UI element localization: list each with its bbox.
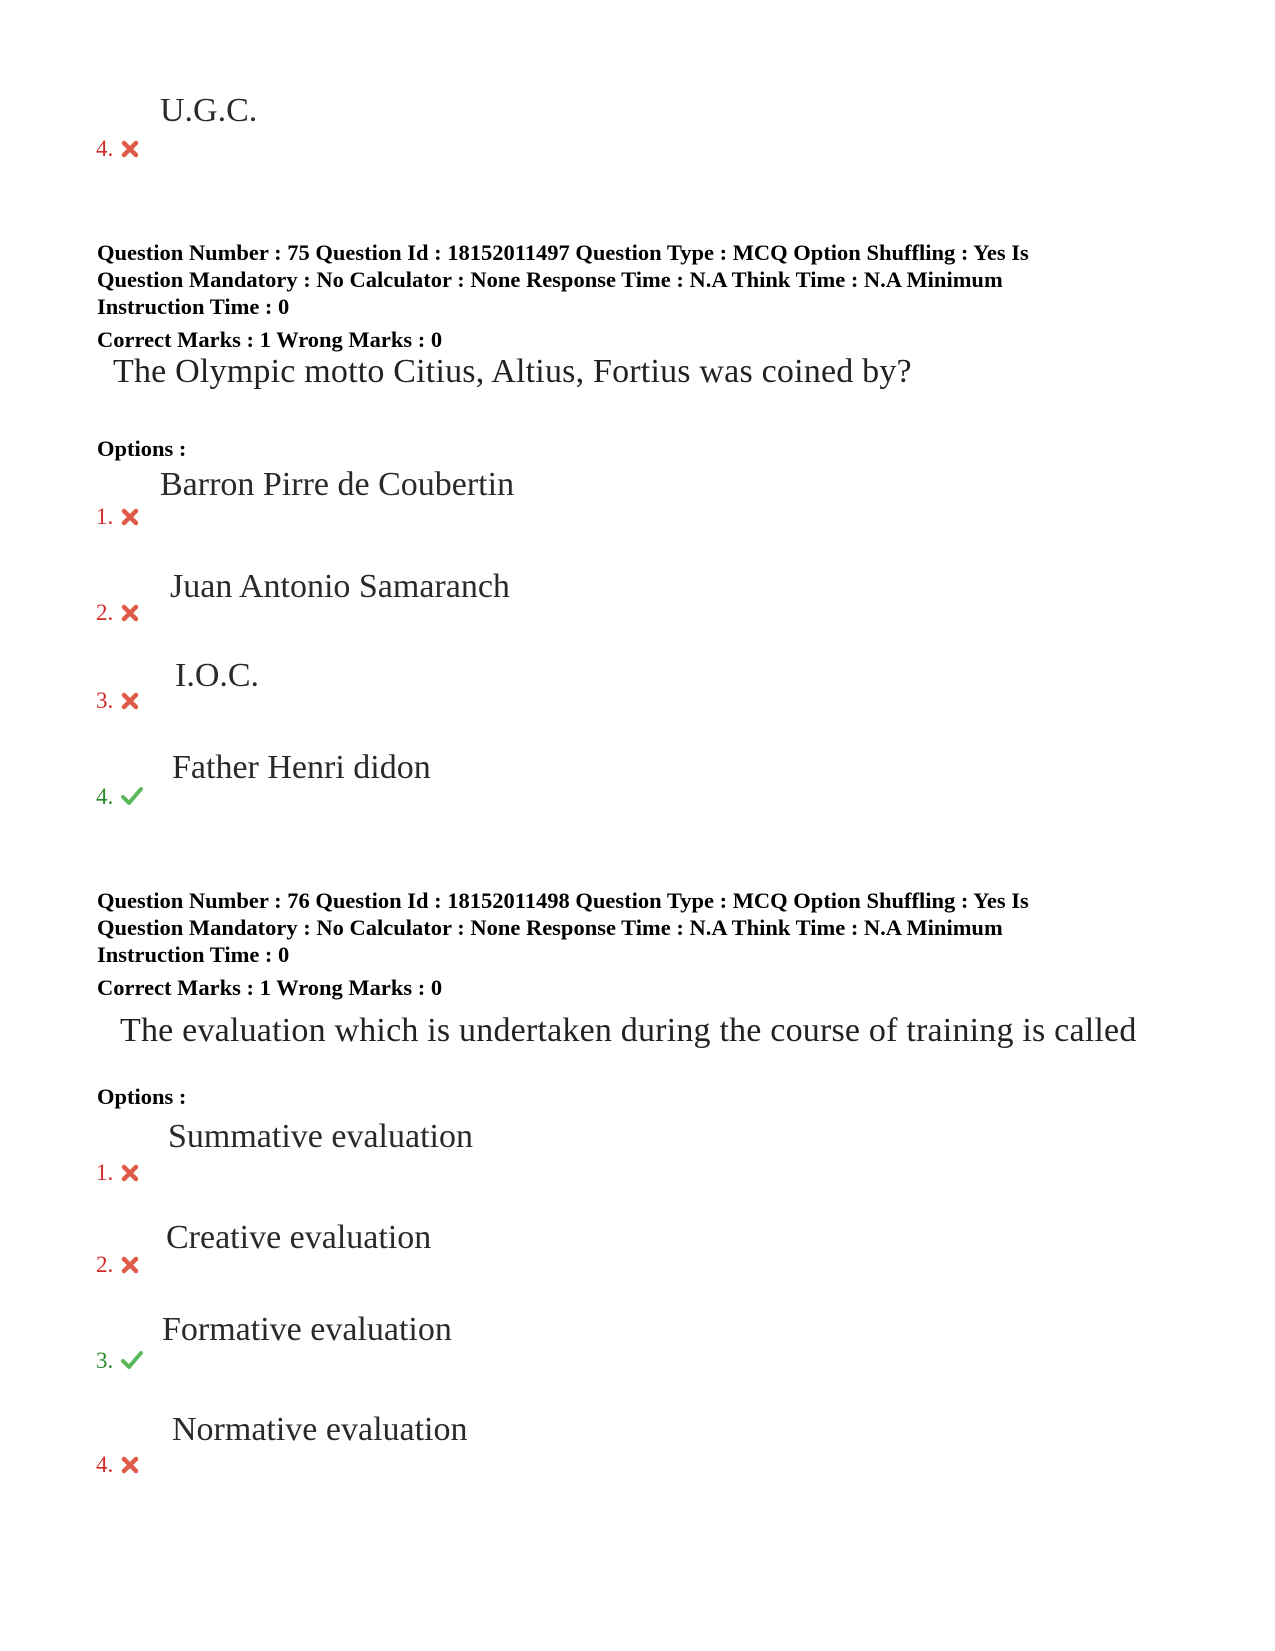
check-icon (121, 1350, 143, 1370)
option-text: Juan Antonio Samaranch (170, 568, 510, 605)
option-number: 2. (96, 1252, 139, 1278)
option-text: Normative evaluation (172, 1411, 468, 1448)
option-number: 3. (96, 1348, 143, 1374)
question-text: The evaluation which is undertaken during the course of training is called (120, 1012, 1137, 1049)
option-number: 4. (96, 1452, 139, 1478)
question-marks: Correct Marks : 1 Wrong Marks : 0 (97, 327, 443, 352)
option-text: Summative evaluation (168, 1118, 473, 1155)
option-number: 4. (96, 136, 139, 162)
option-text: Barron Pirre de Coubertin (160, 466, 515, 503)
options-label: Options : (97, 1084, 187, 1109)
option-number: 2. (96, 600, 139, 626)
cross-icon (121, 1456, 139, 1474)
option-number: 3. (96, 688, 139, 714)
option-text: Creative evaluation (166, 1219, 432, 1256)
option-text: U.G.C. (160, 92, 258, 129)
option-number: 1. (96, 1160, 139, 1186)
check-icon (121, 786, 143, 806)
question-text: The Olympic motto Citius, Altius, Fortius was coined by? (113, 353, 912, 390)
cross-icon (121, 140, 139, 158)
option-text: I.O.C. (175, 657, 260, 694)
option-number: 4. (96, 784, 143, 810)
cross-icon (121, 692, 139, 710)
option-text: Formative evaluation (162, 1311, 452, 1348)
cross-icon (121, 604, 139, 622)
question-metadata: Question Number : 75 Question Id : 18152011497 Question Type : MCQ Option Shuffling : Yes Is Question Mandatory : No Calculator : None Response Time : N.A Think Time : N.A Minimum Instruction Time : 0 (97, 240, 1029, 319)
option-text: Father Henri didon (172, 749, 431, 786)
cross-icon (121, 1164, 139, 1182)
cross-icon (121, 508, 139, 526)
cross-icon (121, 1256, 139, 1274)
option-number: 1. (96, 504, 139, 530)
options-label: Options : (97, 436, 187, 461)
question-metadata: Question Number : 76 Question Id : 18152011498 Question Type : MCQ Option Shuffling : Yes Is Question Mandatory : No Calculator : None Response Time : N.A Think Time : N.A Minimum Instruction Time : 0 (97, 888, 1029, 967)
question-marks: Correct Marks : 1 Wrong Marks : 0 (97, 975, 443, 1000)
